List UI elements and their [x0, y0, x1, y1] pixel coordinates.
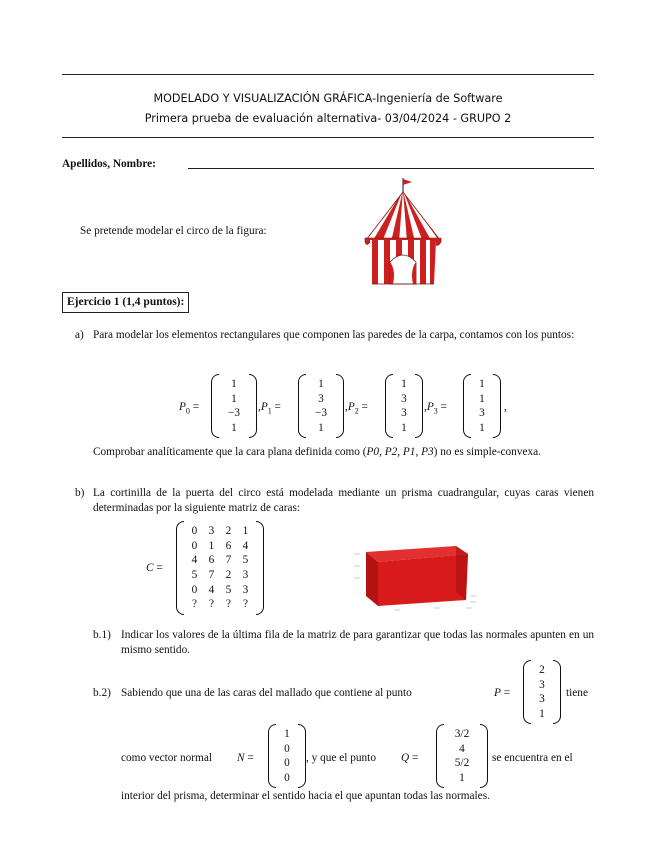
- point-p0-label: $P_0$ =: [179, 401, 200, 416]
- b2-text-and: , y que el punto: [306, 752, 376, 764]
- matrix-c-label: C =: [146, 562, 163, 574]
- prism-image: [348, 540, 484, 616]
- point-p1-label: $,P_1$ =: [258, 401, 281, 416]
- b1-text: Indicar los valores de la última fila de la matriz de para garantizar que todas las normales apunten en un mismo sentido.: [121, 629, 594, 656]
- part-a-text: Para modelar los elementos rectangulares que componen las paredes de la carpa, contamos con los puntos:: [93, 329, 575, 341]
- comma: ,: [504, 401, 507, 413]
- point-p0-vector: 1 1 −3 1: [211, 374, 257, 438]
- point-q-vector: 3/2 4 5/2 1: [436, 724, 488, 788]
- header-bottom-rule: [62, 137, 594, 138]
- part-a-question: Comprobar analíticamente que la cara plana definida como (P0, P2, P1, P3) no es simple-convexa.: [93, 446, 541, 458]
- point-p-label: P =: [494, 687, 511, 699]
- point-p-vector: 2 3 3 1: [523, 660, 561, 724]
- circus-tent-image: [360, 176, 446, 288]
- face-matrix: 0 3 2 1 0 1 6 4 4 6 7 5 5 7 2 3 0 4 5 3 ? ? ? ?: [176, 521, 264, 615]
- point-p1-vector: 1 3 −3 1: [298, 374, 344, 438]
- b2-marker: b.2): [93, 687, 111, 699]
- b2-text-start: Sabiendo que una de las caras del mallado que contiene al punto: [121, 687, 412, 699]
- b2-text-tiene: tiene: [566, 687, 588, 699]
- b2-text-normal: como vector normal: [121, 752, 212, 764]
- exercise-title: Ejercicio 1 (1,4 puntos):: [62, 292, 189, 313]
- part-a-marker: a): [75, 329, 84, 341]
- point-p3-label: $,P_3$ =: [424, 401, 447, 416]
- point-q-label: Q =: [401, 752, 419, 764]
- intro-text: Se pretende modelar el circo de la figura:: [80, 225, 267, 237]
- point-p2-label: $,P_2$ =: [345, 401, 368, 416]
- normal-n-vector: 1 0 0 0: [268, 724, 306, 788]
- exam-subtitle: Primera prueba de evaluación alternativa- 03/04/2024 - GRUPO 2: [144, 112, 512, 125]
- b1-marker: b.1): [93, 629, 111, 641]
- header-top-rule: [62, 74, 594, 75]
- name-label: Apellidos, Nombre:: [62, 158, 156, 170]
- name-line[interactable]: [188, 168, 594, 169]
- b2-text-inside: se encuentra en el: [492, 752, 573, 764]
- flag-icon: [403, 179, 412, 185]
- part-b-marker: b): [75, 487, 85, 499]
- part-b-text: La cortinilla de la puerta del circo está modelada mediante un prisma cuadrangular, cuyas caras vienen determinadas por la siguiente matriz de caras:: [93, 487, 594, 514]
- b2-text-end: interior del prisma, determinar el sentido hacia el que apuntan todas las normales.: [121, 790, 490, 802]
- normal-n-label: N =: [237, 752, 254, 764]
- point-p2-vector: 1 3 3 1: [385, 374, 423, 438]
- point-p3-vector: 1 1 3 1: [463, 374, 501, 438]
- course-title: MODELADO Y VISUALIZACIÓN GRÁFICA-Ingeniería de Software: [153, 92, 503, 105]
